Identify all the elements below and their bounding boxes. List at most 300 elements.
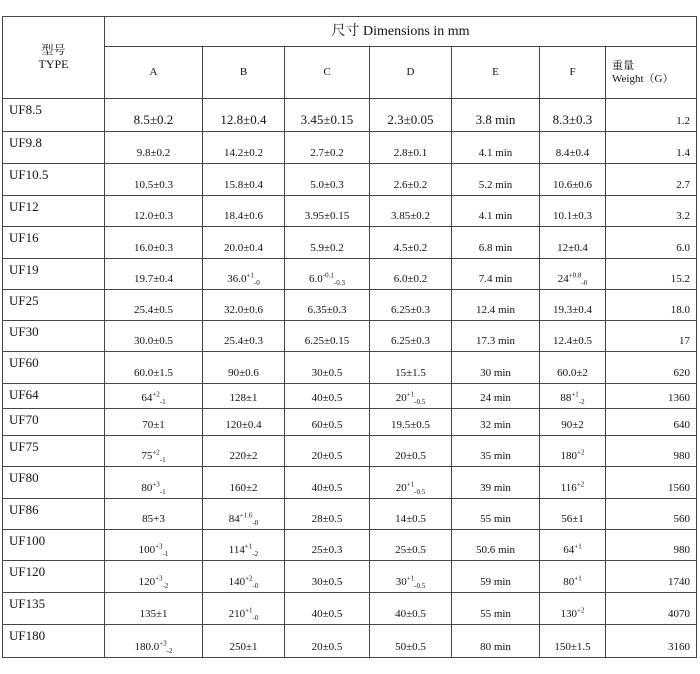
dimension-value: 50.6 min xyxy=(475,543,516,556)
dimension-cell-d xyxy=(370,290,452,321)
dimension-value: 180 xyxy=(560,449,578,462)
type-cell: UF100 xyxy=(3,530,105,561)
dimension-cell-e xyxy=(452,99,540,132)
dimension-value: 140 xyxy=(228,575,246,588)
dimension-value: 3.8 min xyxy=(475,111,516,127)
dimension-cell-d xyxy=(370,530,452,561)
weight-cell: 980 xyxy=(606,530,697,561)
dimension-cell-e xyxy=(452,561,540,593)
dimension-cell-b xyxy=(203,196,285,227)
dimension-value: 12.4±0.5 xyxy=(552,334,593,347)
upper-tolerance: +1 xyxy=(574,542,582,551)
dimension-cell-f xyxy=(540,499,606,530)
dimension-cell-f xyxy=(540,593,606,625)
dimension-cell-f xyxy=(540,625,606,658)
dimension-value: 6.8 min xyxy=(478,241,513,254)
dimension-cell-e xyxy=(452,530,540,561)
dimension-cell-c xyxy=(285,625,370,658)
weight-cell: 1560 xyxy=(606,467,697,499)
dimension-value: 2.3±0.05 xyxy=(387,111,434,127)
dimension-cell-d xyxy=(370,196,452,227)
dimension-cell-b xyxy=(203,625,285,658)
dimension-cell-f xyxy=(540,321,606,352)
weight-cell: 3160 xyxy=(606,625,697,658)
dimension-value: 3.85±0.2 xyxy=(390,209,431,222)
dimension-value: 60.0±2 xyxy=(557,366,588,379)
dimension-cell-b xyxy=(203,409,285,436)
dimension-cell-b xyxy=(203,99,285,132)
dimension-cell-e xyxy=(452,290,540,321)
dimension-value: 6.0±0.2 xyxy=(393,272,428,285)
dimension-value: 80 min xyxy=(480,640,511,653)
dimension-value: 120 xyxy=(138,575,156,588)
dimension-cell-f xyxy=(540,530,606,561)
upper-tolerance: +1 xyxy=(244,542,253,551)
dimension-value: 8.5±0.2 xyxy=(133,111,174,127)
dimension-value: 30 xyxy=(395,575,407,588)
dimension-value: 5.9±0.2 xyxy=(310,241,344,254)
dimension-value: 20±0.5 xyxy=(311,449,343,462)
table-body xyxy=(3,99,697,658)
dimension-cell-c xyxy=(285,196,370,227)
dimension-value: 64 xyxy=(563,543,575,556)
dimension-cell-f xyxy=(540,164,606,196)
dimension-cell-c xyxy=(285,321,370,352)
dimension-cell-d xyxy=(370,321,452,352)
dimension-cell-f xyxy=(540,227,606,259)
dimension-value: 20±0.5 xyxy=(311,640,343,653)
dimension-cell-a xyxy=(105,561,203,593)
dimension-value: 6.25±0.15 xyxy=(304,334,350,347)
dimension-cell-f xyxy=(540,384,606,409)
dimension-value: 6.25±0.3 xyxy=(390,303,431,316)
dimension-cell-b xyxy=(203,259,285,290)
dimension-cell-e xyxy=(452,409,540,436)
table-row xyxy=(3,593,697,625)
table-row xyxy=(3,227,697,259)
weight-cell: 1740 xyxy=(606,561,697,593)
weight-cell: 1.2 xyxy=(606,99,697,132)
dimension-cell-d xyxy=(370,99,452,132)
dimension-value: 70±1 xyxy=(142,418,165,431)
upper-tolerance: +3 xyxy=(152,480,160,489)
lower-tolerance: -1 xyxy=(162,550,169,559)
weight-cell: 2.7 xyxy=(606,164,697,196)
dimension-value: 160±2 xyxy=(229,481,258,494)
lower-tolerance: -0.5 xyxy=(414,488,426,497)
dimension-value: 114 xyxy=(228,543,245,556)
dimension-cell-a xyxy=(105,196,203,227)
upper-tolerance: +2 xyxy=(577,606,585,615)
dimension-value: 20 xyxy=(395,391,407,404)
upper-tolerance: +1 xyxy=(574,574,582,583)
upper-tolerance: +1 xyxy=(406,480,415,489)
dimension-cell-b xyxy=(203,561,285,593)
type-cell: UF75 xyxy=(3,436,105,467)
dimension-value: 12.4 min xyxy=(475,303,516,316)
dimension-value: 7.4 min xyxy=(478,272,513,285)
dimension-value: 14.2±0.2 xyxy=(223,146,264,159)
dimension-cell-e xyxy=(452,436,540,467)
dimension-cell-c xyxy=(285,384,370,409)
dimension-value: 90±2 xyxy=(561,418,584,431)
dimension-value: 10.1±0.3 xyxy=(552,209,593,222)
upper-tolerance: +1 xyxy=(246,271,254,280)
dimension-cell-e xyxy=(452,625,540,658)
dimension-value: 19.7±0.4 xyxy=(133,272,174,285)
dimension-cell-b xyxy=(203,593,285,625)
dimension-value: 6.0 xyxy=(309,272,323,285)
dimension-value: 80 xyxy=(563,575,575,588)
dimension-value: 36.0 xyxy=(227,272,247,285)
dimension-cell-d xyxy=(370,227,452,259)
dimension-cell-b xyxy=(203,499,285,530)
dimension-cell-c xyxy=(285,467,370,499)
dimension-cell-d xyxy=(370,384,452,409)
dimension-value: 3.45±0.15 xyxy=(300,111,354,127)
dimension-value: 25±0.5 xyxy=(395,543,426,556)
dimension-value: 85+3 xyxy=(142,512,165,525)
type-cell: UF60 xyxy=(3,352,105,384)
dimension-cell-c xyxy=(285,290,370,321)
type-cell: UF70 xyxy=(3,409,105,436)
upper-tolerance: +1 xyxy=(245,606,253,615)
dimension-value: 15.8±0.4 xyxy=(223,178,264,191)
dimension-value: 75 xyxy=(141,449,153,462)
weight-header-cn: 重量 xyxy=(612,60,634,73)
column-header-d: D xyxy=(370,47,452,99)
weight-cell: 4070 xyxy=(606,593,697,625)
lower-tolerance: -0.3 xyxy=(333,279,345,288)
dimension-value: 2.8±0.1 xyxy=(393,146,428,159)
upper-tolerance: +2 xyxy=(152,390,160,399)
dimension-value: 32 min xyxy=(480,418,511,431)
lower-tolerance: -0 xyxy=(581,279,588,288)
dimension-cell-d xyxy=(370,625,452,658)
dimension-value: 128±1 xyxy=(229,391,258,404)
dimension-value: 250±1 xyxy=(229,640,258,653)
dimension-value: 24 xyxy=(557,272,569,285)
dimension-cell-c xyxy=(285,593,370,625)
column-header-a: A xyxy=(105,47,203,99)
dimension-cell-c xyxy=(285,561,370,593)
dimension-value: 15±1.5 xyxy=(395,366,426,379)
lower-tolerance: -0 xyxy=(252,614,259,623)
dimension-cell-e xyxy=(452,321,540,352)
dimension-cell-d xyxy=(370,436,452,467)
upper-tolerance: +2 xyxy=(245,574,253,583)
dimension-value: 32.0±0.6 xyxy=(223,303,264,316)
dimension-value: 25.4±0.3 xyxy=(223,334,264,347)
dimensions-title: 尺寸 Dimensions in mm xyxy=(105,17,697,47)
weight-cell: 15.2 xyxy=(606,259,697,290)
dimension-value: 10.6±0.6 xyxy=(552,178,593,191)
dimension-cell-f xyxy=(540,467,606,499)
dimension-cell-c xyxy=(285,409,370,436)
dimension-cell-f xyxy=(540,259,606,290)
dimension-cell-a xyxy=(105,321,203,352)
table-row xyxy=(3,625,697,658)
lower-tolerance: -2 xyxy=(162,582,169,591)
upper-tolerance: +0.8 xyxy=(568,271,582,280)
lower-tolerance: -0.5 xyxy=(414,398,426,407)
weight-cell: 17 xyxy=(606,321,697,352)
dimension-cell-c xyxy=(285,99,370,132)
dimension-value: 90±0.6 xyxy=(228,366,259,379)
dimension-value: 56±1 xyxy=(561,512,584,525)
lower-tolerance: -0 xyxy=(252,519,259,528)
dimension-value: 20.0±0.4 xyxy=(223,241,264,254)
type-header-en: TYPE xyxy=(38,56,69,71)
weight-cell: 1360 xyxy=(606,384,697,409)
dimension-value: 55 min xyxy=(480,512,511,525)
dimension-cell-d xyxy=(370,409,452,436)
type-cell: UF86 xyxy=(3,499,105,530)
upper-tolerance: +1.6 xyxy=(239,511,253,520)
dimension-cell-a xyxy=(105,132,203,164)
table-row xyxy=(3,436,697,467)
dimension-value: 60.0±1.5 xyxy=(133,366,174,379)
weight-cell: 3.2 xyxy=(606,196,697,227)
dimension-value: 25±0.3 xyxy=(311,543,343,556)
weight-cell: 560 xyxy=(606,499,697,530)
dimension-cell-a xyxy=(105,409,203,436)
dimension-cell-c xyxy=(285,259,370,290)
dimension-value: 9.8±0.2 xyxy=(136,146,171,159)
dimension-value: 60±0.5 xyxy=(311,418,343,431)
weight-cell: 980 xyxy=(606,436,697,467)
dimension-cell-c xyxy=(285,530,370,561)
dimension-cell-b xyxy=(203,290,285,321)
lower-tolerance: -0 xyxy=(253,279,260,288)
dimension-cell-a xyxy=(105,227,203,259)
table-row xyxy=(3,164,697,196)
column-header-c: C xyxy=(285,47,370,99)
dimension-cell-d xyxy=(370,164,452,196)
dimension-cell-e xyxy=(452,259,540,290)
dimension-value: 24 min xyxy=(480,391,511,404)
dimension-cell-e xyxy=(452,467,540,499)
dimension-cell-f xyxy=(540,409,606,436)
dimension-cell-e xyxy=(452,593,540,625)
dimension-value: 30±0.5 xyxy=(311,366,343,379)
dimension-cell-a xyxy=(105,384,203,409)
table-row xyxy=(3,467,697,499)
dimension-cell-f xyxy=(540,196,606,227)
dimension-value: 19.5±0.5 xyxy=(390,418,431,431)
dimension-cell-e xyxy=(452,132,540,164)
dimension-value: 116 xyxy=(560,481,577,494)
dimension-value: 210 xyxy=(228,607,246,620)
dimensions-table xyxy=(2,16,697,658)
type-cell: UF80 xyxy=(3,467,105,499)
dimension-value: 30.0±0.5 xyxy=(133,334,174,347)
dimension-value: 120±0.4 xyxy=(225,418,262,431)
table-row xyxy=(3,99,697,132)
dimension-value: 12.0±0.3 xyxy=(133,209,174,222)
dimension-cell-a xyxy=(105,593,203,625)
lower-tolerance: -2 xyxy=(578,398,585,407)
lower-tolerance: -0 xyxy=(252,582,259,591)
upper-tolerance: +3 xyxy=(159,639,167,648)
dimension-value: 35 min xyxy=(480,449,511,462)
lower-tolerance: -0.5 xyxy=(414,582,426,591)
weight-cell: 1.4 xyxy=(606,132,697,164)
type-cell: UF135 xyxy=(3,593,105,625)
header-row-top xyxy=(3,17,697,47)
dimension-value: 55 min xyxy=(480,607,511,620)
dimension-cell-a xyxy=(105,290,203,321)
type-cell: UF64 xyxy=(3,384,105,409)
dimension-value: 100 xyxy=(138,543,156,556)
dimension-value: 18.4±0.6 xyxy=(223,209,264,222)
dimension-value: 28±0.5 xyxy=(311,512,343,525)
lower-tolerance: -2 xyxy=(166,647,173,656)
dimension-cell-b xyxy=(203,321,285,352)
upper-tolerance: +1 xyxy=(571,390,579,399)
type-cell: UF10.5 xyxy=(3,164,105,196)
table-row xyxy=(3,321,697,352)
dimension-value: 4.1 min xyxy=(478,209,513,222)
column-header-f: F xyxy=(540,47,606,99)
dimension-value: 20 xyxy=(395,481,407,494)
type-header-cn: 型号 xyxy=(41,43,66,58)
dimension-value: 10.5±0.3 xyxy=(133,178,174,191)
weight-cell: 18.0 xyxy=(606,290,697,321)
dimension-cell-b xyxy=(203,164,285,196)
table-row xyxy=(3,561,697,593)
table-row xyxy=(3,384,697,409)
type-cell: UF180 xyxy=(3,625,105,658)
dimension-cell-b xyxy=(203,530,285,561)
dimension-value: 130 xyxy=(560,607,578,620)
dimension-cell-a xyxy=(105,99,203,132)
dimension-value: 8.4±0.4 xyxy=(555,146,590,159)
dimension-value: 20±0.5 xyxy=(395,449,426,462)
dimension-value: 4.5±0.2 xyxy=(393,241,428,254)
dimension-value: 180.0 xyxy=(134,640,160,653)
dimension-cell-c xyxy=(285,132,370,164)
upper-tolerance: +3 xyxy=(155,542,163,551)
dimension-cell-a xyxy=(105,467,203,499)
dimension-value: 135±1 xyxy=(139,607,168,620)
dimension-cell-b xyxy=(203,227,285,259)
dimension-cell-c xyxy=(285,352,370,384)
dimension-cell-d xyxy=(370,352,452,384)
dimension-cell-a xyxy=(105,436,203,467)
dimension-value: 2.6±0.2 xyxy=(393,178,428,191)
header-row-columns xyxy=(3,47,697,99)
dimension-cell-a xyxy=(105,164,203,196)
dimension-cell-f xyxy=(540,290,606,321)
dimension-cell-f xyxy=(540,99,606,132)
dimension-cell-f xyxy=(540,561,606,593)
type-cell: UF9.8 xyxy=(3,132,105,164)
dimension-value: 12±0.4 xyxy=(557,241,588,254)
dimension-value: 6.25±0.3 xyxy=(390,334,431,347)
dimension-cell-e xyxy=(452,384,540,409)
dimension-cell-b xyxy=(203,467,285,499)
dimension-cell-d xyxy=(370,593,452,625)
column-header-e: E xyxy=(452,47,540,99)
dimension-value: 30±0.5 xyxy=(311,575,343,588)
upper-tolerance: -0.1 xyxy=(322,271,334,280)
dimension-cell-c xyxy=(285,164,370,196)
type-cell: UF120 xyxy=(3,561,105,593)
dimension-value: 17.3 min xyxy=(475,334,516,347)
dimension-cell-c xyxy=(285,499,370,530)
dimension-value: 50±0.5 xyxy=(395,640,426,653)
dimension-value: 3.95±0.15 xyxy=(304,209,350,222)
dimension-value: 88 xyxy=(560,391,572,404)
dimension-cell-e xyxy=(452,499,540,530)
dimension-value: 40±0.5 xyxy=(311,481,343,494)
dimension-value: 14±0.5 xyxy=(395,512,426,525)
dimension-value: 40±0.5 xyxy=(311,607,343,620)
table-row xyxy=(3,499,697,530)
dimension-value: 4.1 min xyxy=(478,146,513,159)
dimension-value: 5.2 min xyxy=(478,178,513,191)
dimension-cell-b xyxy=(203,132,285,164)
dimension-cell-d xyxy=(370,499,452,530)
weight-cell: 620 xyxy=(606,352,697,384)
lower-tolerance: -1 xyxy=(159,488,166,497)
lower-tolerance: -2 xyxy=(252,550,259,559)
dimension-value: 19.3±0.4 xyxy=(552,303,593,316)
type-cell: UF8.5 xyxy=(3,99,105,132)
type-cell: UF12 xyxy=(3,196,105,227)
type-cell: UF19 xyxy=(3,259,105,290)
dimension-cell-f xyxy=(540,436,606,467)
dimension-value: 25.4±0.5 xyxy=(133,303,174,316)
dimension-value: 220±2 xyxy=(229,449,258,462)
dimension-cell-a xyxy=(105,352,203,384)
lower-tolerance: -1 xyxy=(159,456,166,465)
dimension-cell-a xyxy=(105,499,203,530)
weight-header xyxy=(606,47,697,99)
dimension-value: 80 xyxy=(141,481,153,494)
upper-tolerance: +1 xyxy=(406,574,415,583)
dimension-value: 150±1.5 xyxy=(554,640,591,653)
dimension-cell-b xyxy=(203,352,285,384)
dimension-cell-f xyxy=(540,352,606,384)
column-header-b: B xyxy=(203,47,285,99)
dimension-cell-b xyxy=(203,436,285,467)
dimension-value: 39 min xyxy=(480,481,511,494)
dimension-cell-e xyxy=(452,164,540,196)
type-cell: UF16 xyxy=(3,227,105,259)
type-cell: UF30 xyxy=(3,321,105,352)
weight-cell: 640 xyxy=(606,409,697,436)
dimension-cell-e xyxy=(452,352,540,384)
dimension-value: 12.8±0.4 xyxy=(220,111,267,127)
dimension-value: 84 xyxy=(228,512,240,525)
dimension-value: 40±0.5 xyxy=(395,607,426,620)
dimension-cell-a xyxy=(105,530,203,561)
weight-header-en: Weight（G） xyxy=(612,72,674,85)
upper-tolerance: +2 xyxy=(577,448,585,457)
table-row xyxy=(3,259,697,290)
lower-tolerance: -1 xyxy=(159,398,166,407)
dimension-value: 40±0.5 xyxy=(311,391,343,404)
dimension-cell-d xyxy=(370,467,452,499)
upper-tolerance: +2 xyxy=(576,480,585,489)
dimension-cell-d xyxy=(370,561,452,593)
dimension-cell-c xyxy=(285,436,370,467)
upper-tolerance: +3 xyxy=(155,574,163,583)
weight-cell: 6.0 xyxy=(606,227,697,259)
dimension-cell-d xyxy=(370,259,452,290)
